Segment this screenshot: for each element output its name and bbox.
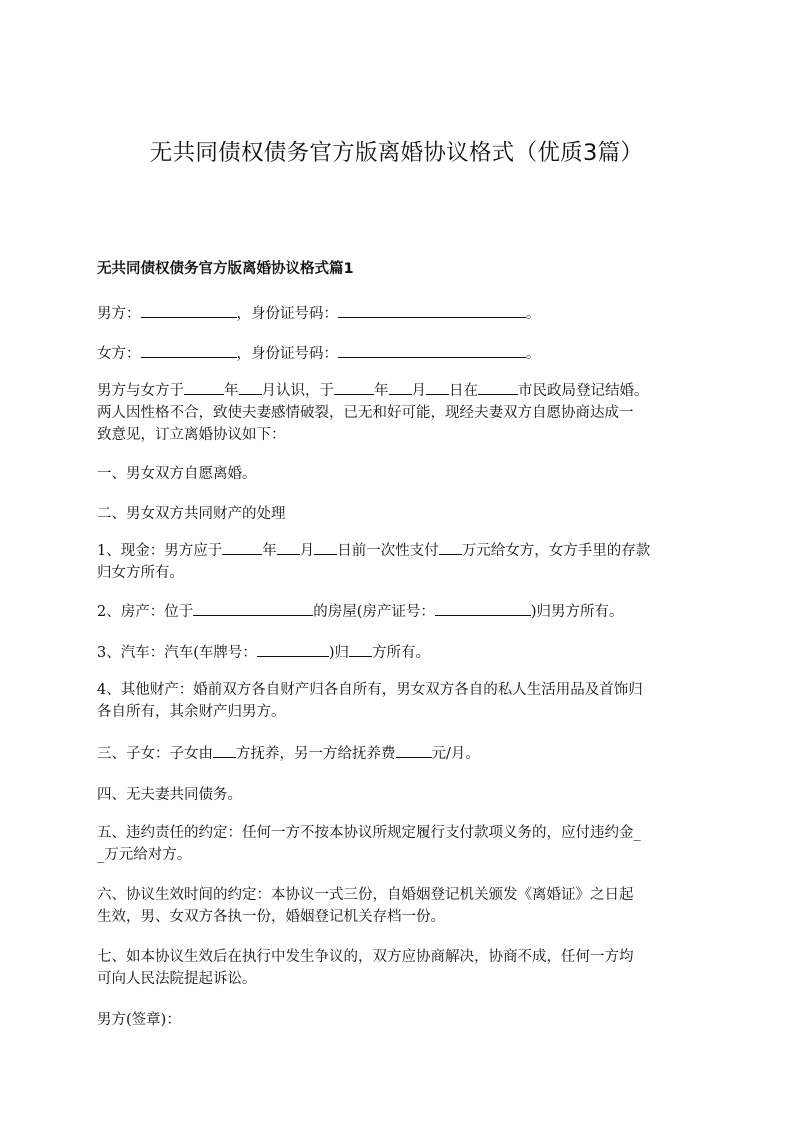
text-fragment: 女方： [97, 346, 141, 362]
clause-car [97, 642, 702, 664]
fill-blank [439, 540, 462, 555]
text-fragment: )归 [328, 645, 350, 661]
fill-blank [222, 540, 262, 555]
fill-blank [184, 380, 224, 395]
clause-real-estate [97, 601, 702, 623]
text-fragment: 2、房产：位于 [97, 604, 194, 620]
fill-blank [193, 601, 313, 616]
text-fragment: 日前一次性支付 [337, 543, 439, 559]
fill-blank [314, 540, 337, 555]
clause-7 [97, 946, 702, 990]
fill-blank [435, 601, 531, 616]
fill-blank [478, 380, 518, 395]
fill-blank [277, 540, 300, 555]
clause-5 [97, 822, 702, 866]
fill-blank [338, 343, 526, 358]
text-fragment: 。 [526, 306, 541, 322]
text-fragment: ，身份证号码： [236, 346, 338, 362]
fill-blank [141, 343, 237, 358]
clause-children [97, 743, 702, 765]
male-signature-label: 男方(签章)： [97, 1012, 181, 1028]
text-fragment: 年 [262, 543, 277, 559]
text-fragment: 男方与女方于 [97, 383, 184, 399]
text-fragment: 。 [526, 346, 541, 362]
fill-blank [389, 380, 412, 395]
clause-1: 一、男女双方自愿离婚。 [97, 466, 257, 482]
text-line: 五、违约责任的约定：任何一方不按本协议所规定履行支付款项义务的，应付违约金_ [97, 825, 641, 841]
text-fragment: 方抚养，另一方给抚养费 [236, 746, 396, 762]
text-fragment: 方所有。 [372, 645, 431, 661]
text-fragment: 月 [299, 543, 315, 559]
text-line: 生效，男、女双方各执一份，婚姻登记机关存档一份。 [97, 909, 445, 925]
text-fragment: 1、现金：男方应于 [97, 543, 223, 559]
text-line: 两人因性格不合，致使夫妻感情破裂，已无和好可能，现经夫妻双方自愿协商达成一 [97, 405, 634, 421]
clause-other-property [97, 679, 702, 723]
text-fragment: 三、子女：子女由 [97, 746, 213, 762]
text-line: 各自所有，其余财产归男方。 [97, 704, 286, 720]
fill-blank [213, 743, 236, 758]
paragraph-male-party [97, 303, 702, 325]
fill-blank [257, 642, 329, 657]
paragraph-female-party [97, 343, 702, 365]
clause-6 [97, 884, 702, 928]
fill-blank [334, 380, 374, 395]
text-fragment: )归男方所有。 [530, 604, 624, 620]
fill-blank [338, 303, 526, 318]
text-line: 七、如本协议生效后在执行中发生争议的，双方应协商解决，协商不成，任何一方均 [97, 949, 634, 965]
text-fragment: 万元给女方，女方手里的存款 [461, 543, 651, 559]
text-fragment: 男方： [97, 306, 141, 322]
text-fragment: 日在 [449, 383, 478, 399]
text-fragment: 市民政局登记结婚。 [518, 383, 649, 399]
clause-2: 二、男女双方共同财产的处理 [97, 506, 286, 522]
text-fragment: ，身份证号码： [236, 306, 338, 322]
document-title: 无共同债权债务官方版离婚协议格式（优质3篇） [149, 140, 644, 166]
clause-4: 四、无夫妻共同债务。 [97, 787, 242, 803]
text-line: 归女方所有。 [97, 565, 184, 581]
section-heading: 无共同债权债务官方版离婚协议格式篇1 [97, 261, 354, 277]
text-line: 可向人民法院提起诉讼。 [97, 971, 257, 987]
text-fragment: 月 [411, 383, 426, 399]
text-line: 致意见，订立离婚协议如下： [97, 427, 286, 443]
text-fragment: 年 [224, 383, 239, 399]
paragraph-marriage-info [97, 380, 702, 446]
fill-blank [396, 743, 432, 758]
text-fragment: 3、汽车：汽车(车牌号： [97, 645, 257, 661]
text-line: _万元给对方。 [97, 847, 192, 863]
text-fragment: 年 [374, 383, 389, 399]
clause-cash [97, 540, 702, 584]
text-fragment: 元/月。 [431, 746, 480, 762]
text-fragment: 月认识，于 [261, 383, 334, 399]
fill-blank [141, 303, 237, 318]
text-fragment: 的房屋(房产证号： [313, 604, 435, 620]
fill-blank [349, 642, 372, 657]
text-line: 4、其他财产：婚前双方各自财产归各自所有，男女双方各自的私人生活用品及首饰归 [97, 682, 643, 698]
text-line: 六、协议生效时间的约定：本协议一式三份，自婚姻登记机关颁发《离婚证》之日起 [97, 887, 634, 903]
fill-blank [239, 380, 262, 395]
fill-blank [426, 380, 449, 395]
